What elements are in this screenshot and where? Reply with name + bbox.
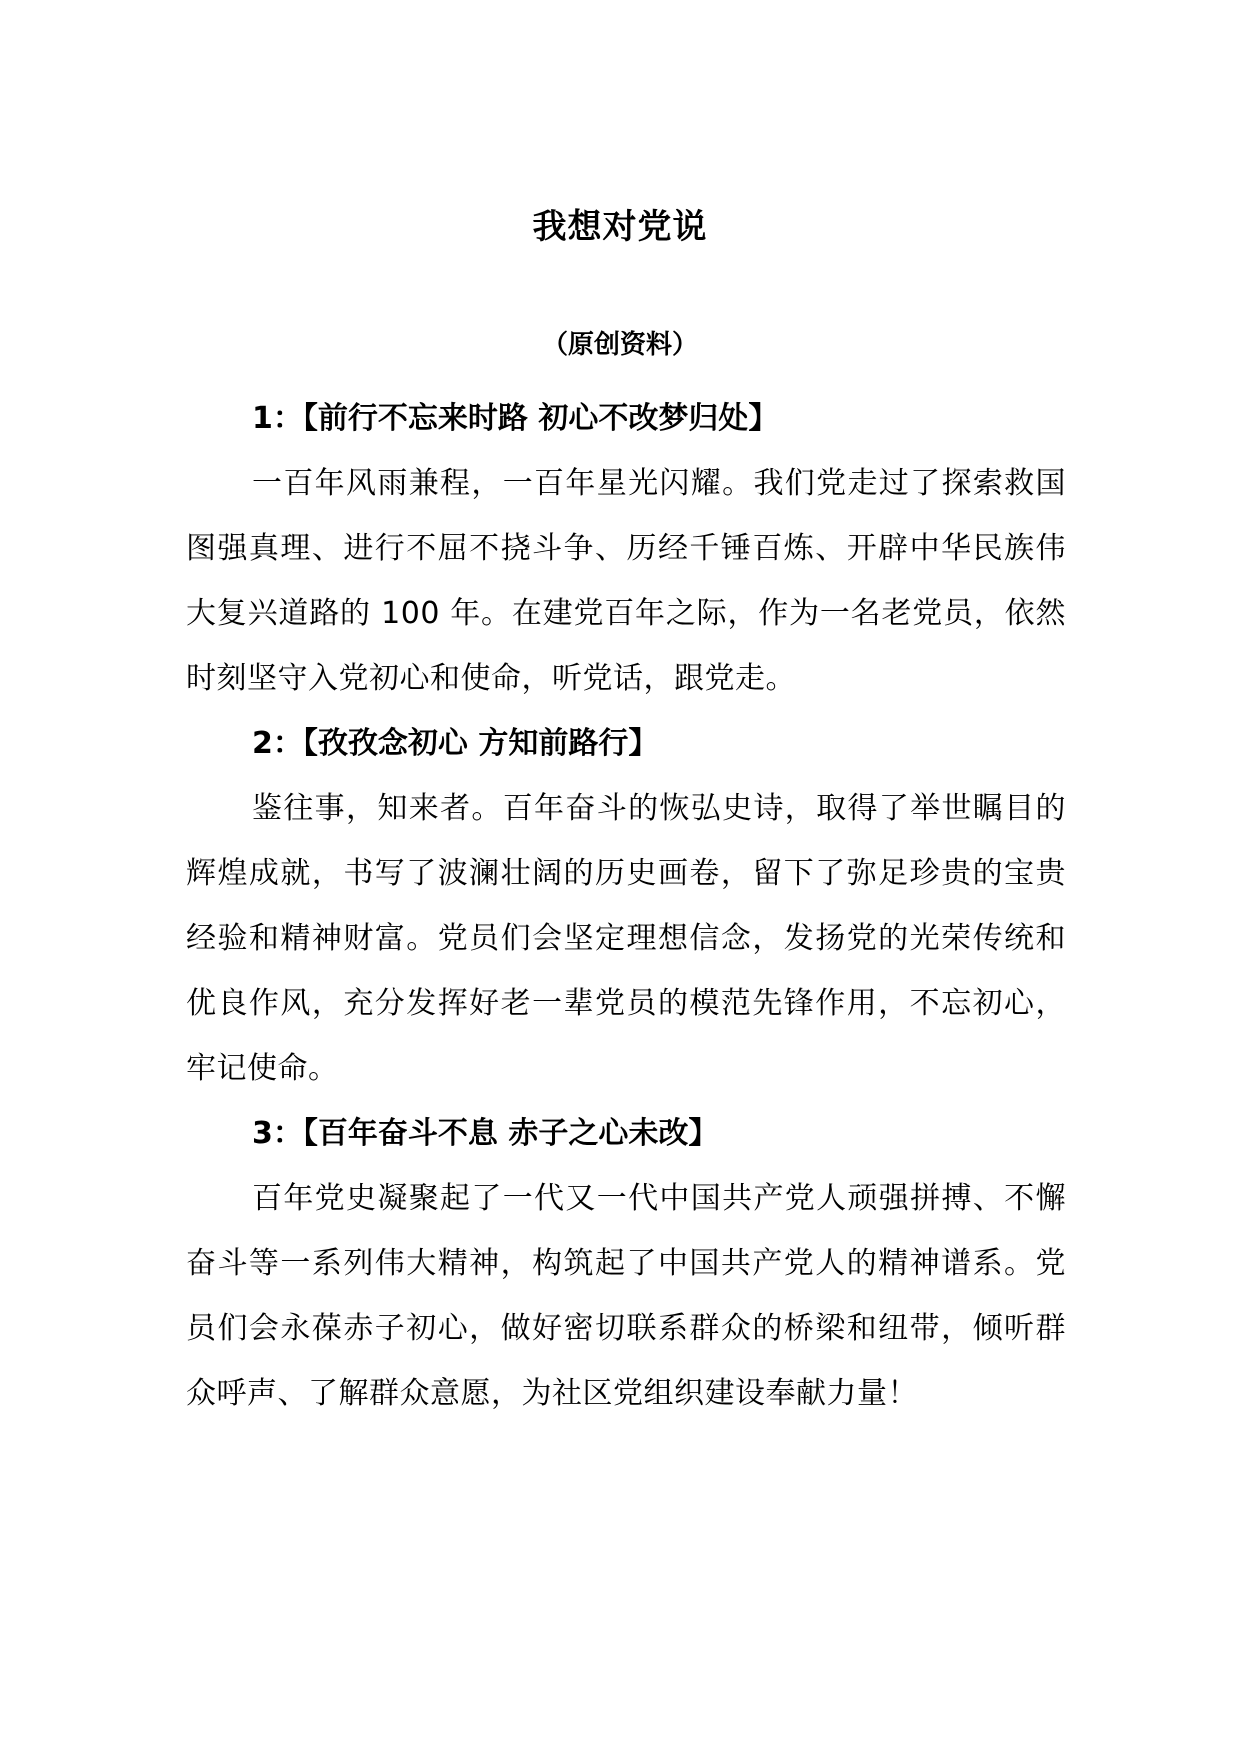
section-paragraph-1: 一百年风雨兼程，一百年星光闪耀。我们党走过了探索救国图强真理、进行不屈不挠斗争、历经千锤百炼、开辟中华民族伟大复兴道路的 100 年。在建党百年之际，作为一名老党员，依然时刻坚守入党初心和使命，听党话，跟党走。 <box>186 466 1066 696</box>
section-3 <box>186 1101 1066 1426</box>
section-paragraph-2: 鉴往事，知来者。百年奋斗的恢弘史诗，取得了举世瞩目的辉煌成就，书写了波澜壮阔的历史画卷，留下了弥足珍贵的宝贵经验和精神财富。党员们会坚定理想信念，发扬党的光荣传统和优良作风，充分发挥好老一辈党员的模范先锋作用，不忘初心，牢记使命。 <box>186 791 1066 1086</box>
document-title: 我想对党说 <box>532 207 708 247</box>
document-subtitle: （原创资料） <box>541 330 698 360</box>
section-heading-1: 1：【前行不忘来时路 初心不改梦归处】 <box>252 401 779 436</box>
section-heading-3: 3：【百年奋斗不息 赤子之心未改】 <box>252 1116 719 1151</box>
section-heading-2: 2：【孜孜念初心 方知前路行】 <box>252 726 659 761</box>
document-body <box>186 386 1066 1426</box>
section-2 <box>186 711 1066 1101</box>
section-paragraph-3: 百年党史凝聚起了一代又一代中国共产党人顽强拼搏、不懈奋斗等一系列伟大精神，构筑起了中国共产党人的精神谱系。党员们会永葆赤子初心，做好密切联系群众的桥梁和纽带，倾听群众呼声、了解群众意愿，为社区党组织建设奉献力量！ <box>186 1181 1066 1411</box>
section-1 <box>186 386 1066 711</box>
